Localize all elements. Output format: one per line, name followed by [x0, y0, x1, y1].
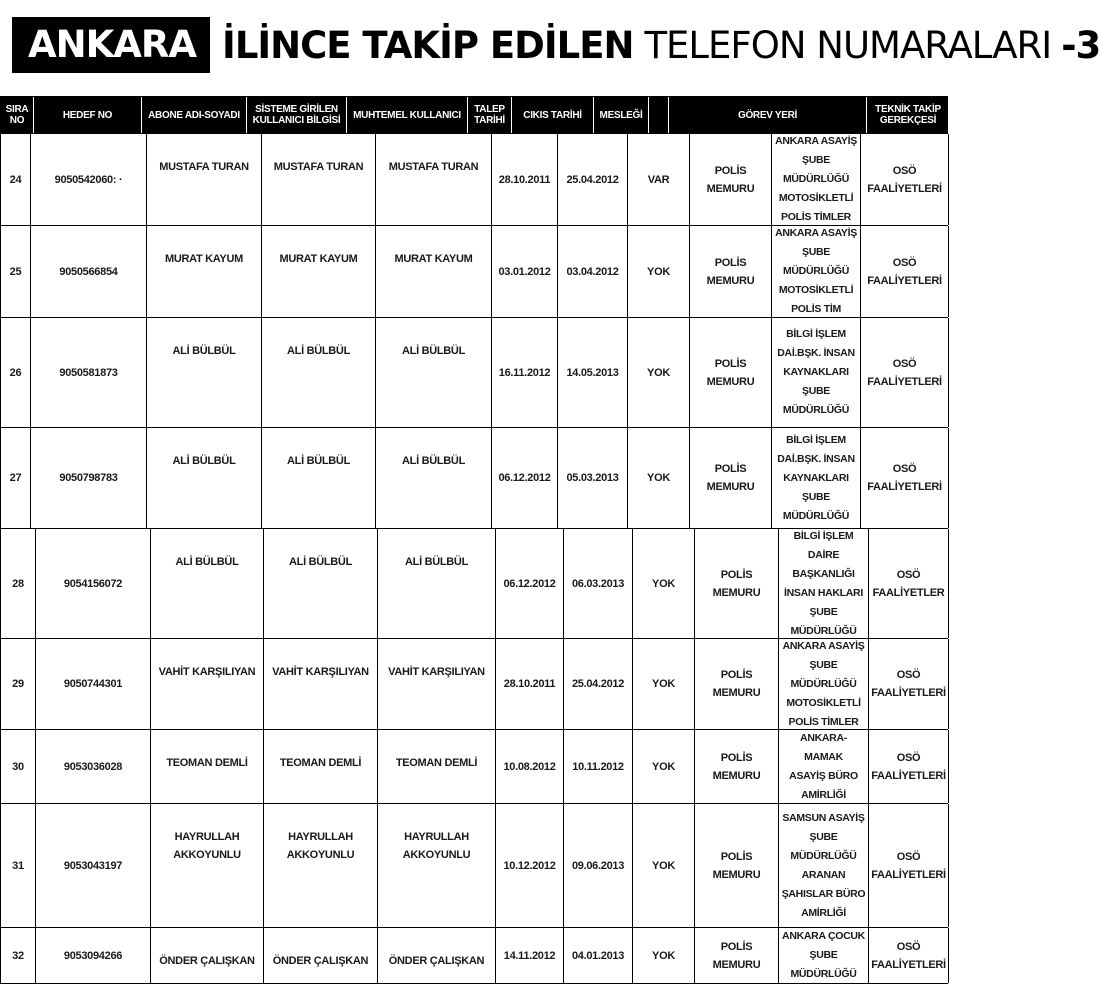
title-light: TELEFON NUMARALARI [644, 23, 1052, 67]
cikis-value: 14.05.2013 [566, 366, 619, 379]
cell-hedef [31, 318, 147, 427]
muhtemel-value: HAYRULLAH AKKOYUNLU [402, 831, 471, 861]
cell-muhtemel [378, 730, 496, 803]
cell-sira [1, 730, 36, 803]
muhtemel-value: ALİ BÜLBÜL [402, 455, 465, 467]
cell-gerekce [869, 529, 949, 638]
meslek-value: POLİS MEMURU [706, 164, 755, 195]
cell-meslek [690, 226, 772, 317]
table-row [0, 928, 948, 984]
cell-talep [496, 928, 564, 983]
hedef-value: 9054156072 [63, 577, 123, 590]
cell-sira [1, 529, 36, 638]
header-label: SİSTEME GİRİLEN KULLANICI BİLGİSİ [252, 104, 341, 126]
cell-hedef [36, 804, 151, 927]
cell-sira [1, 428, 31, 528]
abone-value: ALİ BÜLBÜL [172, 455, 236, 467]
cell-muhtemel [376, 134, 492, 225]
cell-gorev [772, 318, 861, 427]
cell-gerekce [869, 804, 949, 927]
cell-cikis [564, 639, 633, 729]
cell-cikis [564, 928, 633, 983]
hedef-value: 9050798783 [59, 472, 118, 484]
cell-var [628, 226, 690, 317]
cell-sistem [264, 639, 378, 729]
cell-hedef [36, 730, 151, 803]
sira-value: 24 [9, 173, 22, 186]
table-row [0, 529, 948, 639]
cell-abone [147, 134, 262, 225]
cell-abone [151, 928, 264, 983]
talep-value: 16.11.2012 [498, 366, 551, 379]
talep-value: 14.11.2012 [503, 949, 556, 962]
cell-meslek [690, 428, 772, 528]
cell-meslek [695, 804, 779, 927]
cell-talep [496, 804, 564, 927]
hedef-value: 9050542060: · [54, 173, 123, 186]
talep-value: 28.10.2011 [503, 678, 556, 690]
cell-sistem [264, 529, 378, 638]
header-label: CIKIS TARİHİ [523, 109, 582, 121]
cell-gerekce [869, 730, 949, 803]
gorev-value: ANKARA-MAMAK ASAYİŞ BÜRO AMİRLİĞİ [789, 731, 858, 801]
cell-gerekce [861, 428, 949, 528]
cell-var [628, 318, 690, 427]
cell-sistem [264, 804, 378, 927]
cell-gorev [772, 428, 861, 528]
sira-value: 31 [12, 859, 24, 872]
meslek-value: POLİS MEMURU [706, 256, 755, 287]
sistem-value: ÖNDER ÇALIŞKAN [272, 955, 369, 967]
cell-muhtemel [376, 226, 492, 317]
cell-cikis [558, 134, 628, 225]
cikis-value: 10.11.2012 [572, 760, 624, 773]
cikis-value: 25.04.2012 [571, 678, 625, 690]
abone-value: ALİ BÜLBÜL [172, 345, 236, 357]
abone-value: MUSTAFA TURAN [159, 161, 249, 173]
cell-muhtemel [378, 529, 496, 638]
table-row [0, 730, 948, 804]
cell-meslek [690, 318, 772, 427]
cell-gerekce [861, 134, 949, 225]
abone-value: TEOMAN DEMLİ [166, 757, 248, 769]
header-blank [649, 97, 669, 133]
cell-abone [147, 428, 262, 528]
meslek-value: POLİS MEMURU [712, 751, 761, 782]
cell-talep [496, 730, 564, 803]
title-city: ANKARA [12, 17, 210, 73]
cikis-value: 05.03.2013 [566, 472, 619, 484]
sira-value: 27 [9, 472, 22, 484]
gorev-value: BİLGİ İŞLEM DAİ.BŞK. İNSAN KAYNAKLARI ŞUBE MÜDÜRLÜĞÜ [777, 433, 855, 522]
muhtemel-value: ALİ BÜLBÜL [405, 556, 468, 568]
sira-value: 26 [9, 366, 22, 379]
gerekce-value: OSÖ FAALİYETLERİ [867, 256, 942, 287]
hedef-value: 9053036028 [63, 760, 123, 773]
page-title [12, 16, 1100, 74]
sira-value: 25 [9, 265, 22, 278]
muhtemel-value: MUSTAFA TURAN [388, 161, 479, 173]
cell-abone [151, 730, 264, 803]
cell-sistem [262, 318, 376, 427]
table-row [0, 428, 948, 529]
hedef-value: 9050566854 [59, 265, 118, 278]
title-number: -3 [1061, 23, 1100, 67]
cell-var [633, 529, 695, 638]
gorev-value: ANKARA ASAYİŞ ŞUBE MÜDÜRLÜĞÜ MOTOSİKLETLİ POLİS TİMLER [775, 135, 857, 223]
abone-value: HAYRULLAH AKKOYUNLU [173, 831, 241, 861]
cell-sistem [264, 730, 378, 803]
cell-gerekce [861, 318, 949, 427]
sira-value: 30 [12, 760, 24, 773]
cell-sistem [262, 428, 376, 528]
muhtemel-value: TEOMAN DEMLİ [395, 757, 478, 769]
header-label: GÖREV YERİ [737, 109, 798, 121]
var-value: YOK [652, 577, 675, 590]
cell-var [633, 639, 695, 729]
talep-value: 03.01.2012 [498, 265, 551, 278]
cikis-value: 25.04.2012 [566, 173, 619, 186]
var-value: YOK [652, 678, 675, 690]
talep-value: 06.12.2012 [503, 577, 556, 590]
talep-value: 06.12.2012 [498, 472, 551, 484]
cell-cikis [564, 730, 633, 803]
header-label: ABONE ADI-SOYADI [148, 109, 240, 121]
header-muhtemel-kullanici [347, 97, 468, 133]
cell-muhtemel [378, 639, 496, 729]
cikis-value: 06.03.2013 [571, 577, 625, 590]
sira-value: 32 [12, 949, 24, 962]
var-value: VAR [647, 173, 670, 186]
talep-value: 10.12.2012 [503, 859, 556, 872]
table-header [0, 96, 948, 134]
muhtemel-value: VAHİT KARŞILIYAN [388, 666, 485, 678]
var-value: YOK [647, 366, 670, 379]
cell-muhtemel [378, 804, 496, 927]
gerekce-value: OSÖ FAALİYETLERİ [867, 463, 942, 493]
gerekce-value: OSÖ FAALİYETLERİ [871, 940, 946, 971]
cell-cikis [558, 318, 628, 427]
cell-hedef [31, 226, 147, 317]
cell-gorev [779, 639, 869, 729]
cell-sira [1, 318, 31, 427]
sistem-value: VAHİT KARŞILIYAN [272, 666, 369, 678]
cell-abone [147, 318, 262, 427]
table-row [0, 134, 948, 226]
abone-value: ÖNDER ÇALIŞKAN [159, 955, 255, 967]
gorev-value: BİLGİ İŞLEM DAİRE BAŞKANLIĞI İNSAN HAKLARI ŞUBE MÜDÜRLÜĞÜ [784, 529, 863, 637]
var-value: YOK [647, 265, 670, 278]
meslek-value: POLİS MEMURU [706, 463, 755, 493]
header-gorev-yeri [669, 97, 867, 133]
cell-talep [496, 639, 564, 729]
header-label: TALEP TARİHİ [474, 104, 505, 126]
sira-value: 28 [12, 577, 24, 590]
gerekce-value: OSÖ FAALİYETLERİ [867, 164, 942, 195]
gerekce-value: OSÖ FAALİYETLERİ [871, 669, 946, 699]
muhtemel-value: ALİ BÜLBÜL [402, 345, 465, 357]
var-value: YOK [647, 472, 670, 484]
cell-meslek [695, 529, 779, 638]
cell-cikis [564, 804, 633, 927]
table-row [0, 318, 948, 428]
cell-gerekce [869, 639, 949, 729]
gorev-value: ANKARA ASAYİŞ ŞUBE MÜDÜRLÜĞÜ MOTOSİKLETLİ POLİS TİMLER [782, 639, 865, 728]
cell-talep [492, 318, 558, 427]
table-row [0, 226, 948, 318]
header-label: SIRA NO [5, 104, 29, 126]
cell-sira [1, 226, 31, 317]
header-teknik-takip-gerekcesi [867, 97, 949, 133]
cell-gerekce [869, 928, 949, 983]
cell-gorev [779, 804, 869, 927]
cell-meslek [695, 730, 779, 803]
cell-abone [151, 529, 264, 638]
sistem-value: ALİ BÜLBÜL [289, 556, 352, 568]
sistem-value: ALİ BÜLBÜL [287, 455, 350, 467]
header-label: MUHTEMEL KULLANICI [353, 109, 461, 121]
cell-talep [496, 529, 564, 638]
cell-gerekce [861, 226, 949, 317]
header-label: MESLEĞİ [599, 109, 643, 121]
cell-hedef [31, 134, 147, 225]
gerekce-value: OSÖ FAALİYETLERİ [867, 357, 942, 388]
meslek-value: POLİS MEMURU [706, 357, 755, 388]
abone-value: ALİ BÜLBÜL [175, 556, 239, 568]
cell-var [633, 928, 695, 983]
cell-meslek [695, 639, 779, 729]
gerekce-value: OSÖ FAALİYETLERİ [871, 751, 946, 782]
meslek-value: POLİS MEMURU [712, 940, 761, 971]
meslek-value: POLİS MEMURU [712, 850, 761, 881]
cell-cikis [558, 226, 628, 317]
title-bold: İLİNCE TAKİP EDİLEN [222, 23, 634, 67]
var-value: YOK [652, 760, 675, 773]
cell-hedef [36, 928, 151, 983]
cell-hedef [31, 428, 147, 528]
hedef-value: 9053094266 [63, 949, 123, 962]
gorev-value: ANKARA ÇOCUK ŞUBE MÜDÜRLÜĞÜ [782, 930, 865, 980]
hedef-value: 9050744301 [63, 678, 123, 690]
cell-cikis [558, 428, 628, 528]
gorev-value: ANKARA ASAYİŞ ŞUBE MÜDÜRLÜĞÜ MOTOSİKLETLİ POLİS TİM [775, 227, 857, 315]
cell-muhtemel [376, 428, 492, 528]
header-talep-tarihi [468, 97, 512, 133]
cell-gorev [779, 529, 869, 638]
hedef-value: 9050581873 [59, 366, 118, 379]
cell-var [633, 730, 695, 803]
abone-value: VAHİT KARŞILIYAN [158, 666, 256, 678]
cell-sira [1, 804, 36, 927]
cell-talep [492, 134, 558, 225]
cell-gorev [772, 134, 861, 225]
cell-sira [1, 639, 36, 729]
cell-gorev [779, 928, 869, 983]
table-body [0, 134, 948, 984]
muhtemel-value: ÖNDER ÇALIŞKAN [388, 955, 485, 967]
header-sisteme-girilen [247, 97, 347, 133]
cell-cikis [564, 529, 633, 638]
sistem-value: HAYRULLAH AKKOYUNLU [286, 831, 355, 861]
cikis-value: 04.01.2013 [571, 949, 625, 962]
sistem-value: MURAT KAYUM [279, 253, 358, 265]
cell-sistem [264, 928, 378, 983]
cell-sistem [262, 226, 376, 317]
cell-var [628, 428, 690, 528]
gorev-value: SAMSUN ASAYİŞ ŞUBE MÜDÜRLÜĞÜ ARANAN ŞAHISLAR BÜRO AMİRLİĞİ [781, 811, 866, 919]
header-meslegi [594, 97, 649, 133]
sistem-value: TEOMAN DEMLİ [279, 757, 362, 769]
sistem-value: ALİ BÜLBÜL [287, 345, 350, 357]
gorev-value: BİLGİ İŞLEM DAİ.BŞK. İNSAN KAYNAKLARI ŞUBE MÜDÜRLÜĞÜ [777, 328, 855, 416]
header-cikis-tarihi [512, 97, 594, 133]
gerekce-value: OSÖ FAALİYETLERİ [871, 850, 946, 881]
gerekce-value: OSÖ FAALİYETLER [872, 568, 945, 599]
cell-muhtemel [378, 928, 496, 983]
cell-hedef [36, 529, 151, 638]
cell-gorev [779, 730, 869, 803]
muhtemel-value: MURAT KAYUM [394, 253, 473, 265]
cell-meslek [690, 134, 772, 225]
var-value: YOK [652, 949, 675, 962]
header-abone-adi-soyadi [142, 97, 247, 133]
header-label: HEDEF NO [62, 109, 113, 121]
cell-abone [151, 639, 264, 729]
cell-sira [1, 134, 31, 225]
talep-value: 10.08.2012 [503, 760, 556, 773]
header-hedef-no [34, 97, 142, 133]
cell-muhtemel [376, 318, 492, 427]
table-row [0, 804, 948, 928]
cell-var [628, 134, 690, 225]
cell-sira [1, 928, 36, 983]
cell-talep [492, 226, 558, 317]
sistem-value: MUSTAFA TURAN [273, 161, 364, 173]
cell-abone [147, 226, 262, 317]
cikis-value: 09.06.2013 [571, 859, 625, 872]
meslek-value: POLİS MEMURU [712, 568, 761, 599]
cell-hedef [36, 639, 151, 729]
cell-sistem [262, 134, 376, 225]
cell-gorev [772, 226, 861, 317]
hedef-value: 9053043197 [63, 859, 123, 872]
header-sira-no [1, 97, 34, 133]
var-value: YOK [652, 859, 675, 872]
sira-value: 29 [12, 678, 24, 690]
meslek-value: POLİS MEMURU [712, 669, 761, 699]
cell-talep [492, 428, 558, 528]
abone-value: MURAT KAYUM [165, 253, 243, 265]
cikis-value: 03.04.2012 [566, 265, 619, 278]
cell-var [633, 804, 695, 927]
cell-abone [151, 804, 264, 927]
cell-meslek [695, 928, 779, 983]
table-row [0, 639, 948, 730]
header-label: TEKNİK TAKİP GEREKÇESİ [875, 104, 941, 126]
talep-value: 28.10.2011 [498, 173, 551, 186]
